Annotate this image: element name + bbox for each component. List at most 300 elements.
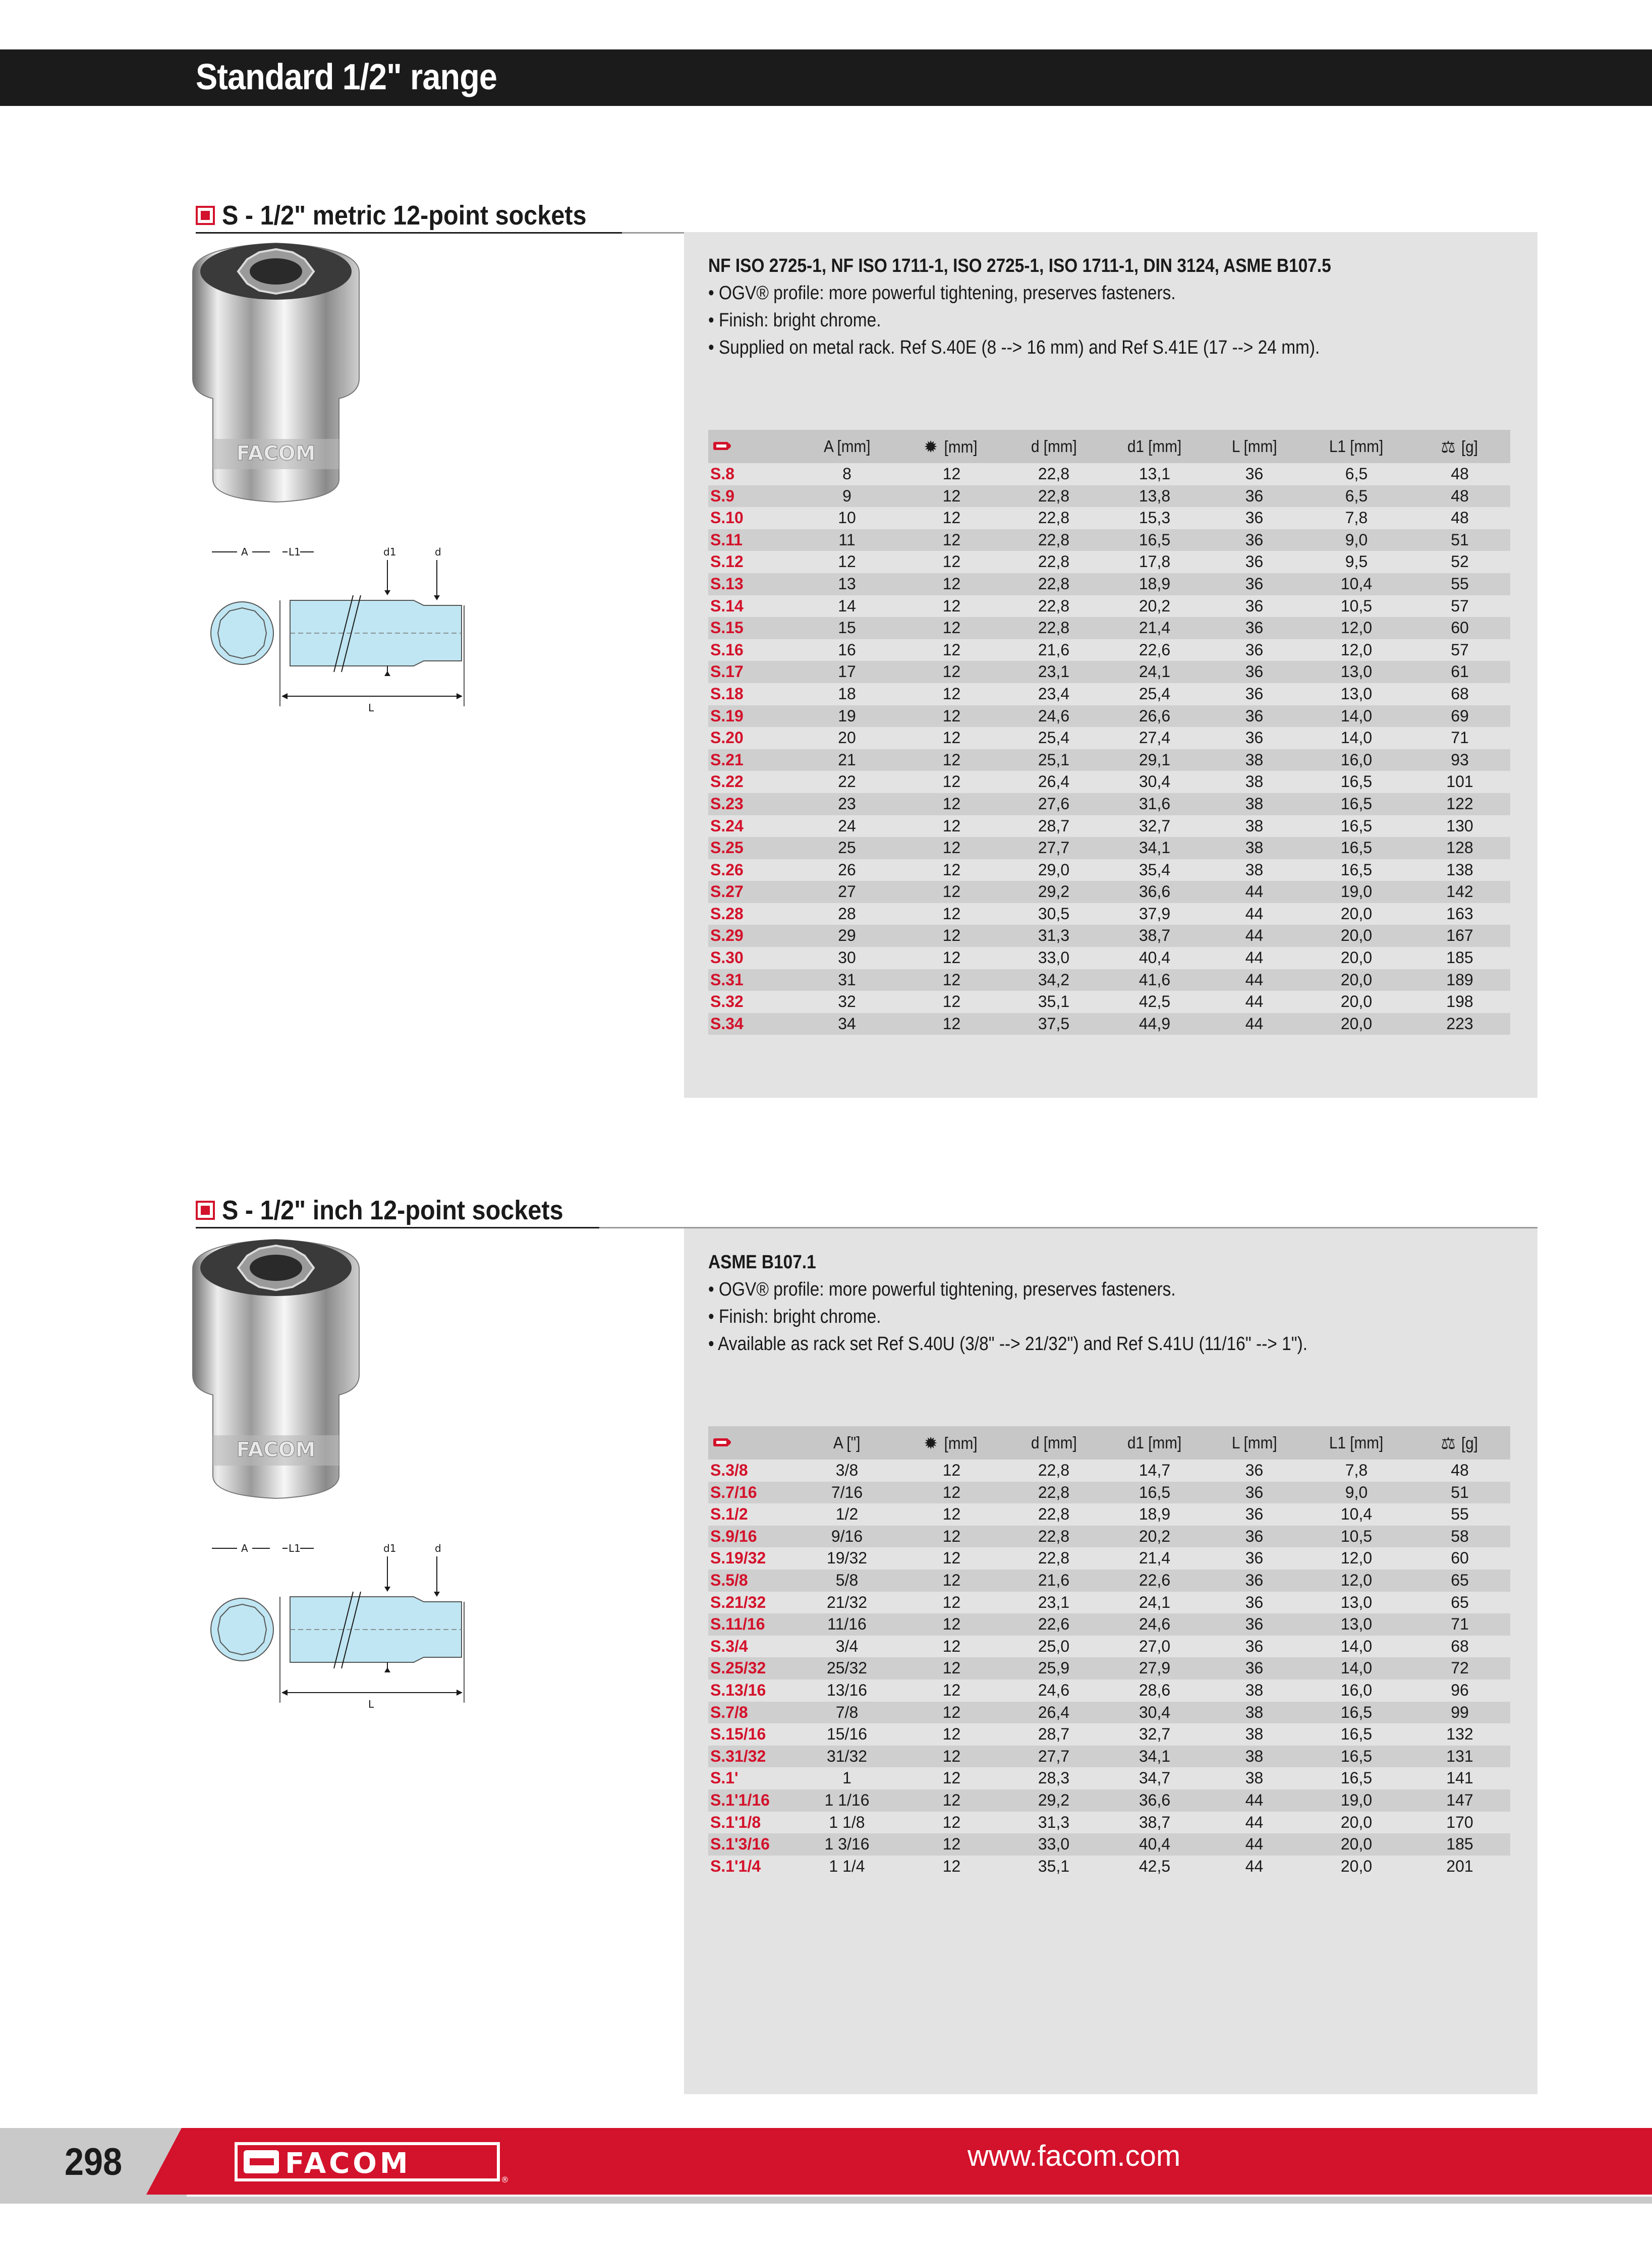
table-cell: 13 (794, 573, 900, 595)
table-cell: 42,5 (1104, 991, 1205, 1013)
page-number: 298 (65, 2141, 123, 2183)
table-cell: 38 (1205, 1767, 1303, 1789)
table-cell: 12 (900, 639, 1003, 661)
table-cell: 15/16 (794, 1723, 900, 1746)
table-cell: 65 (1409, 1592, 1510, 1614)
table-cell: 40,4 (1104, 947, 1205, 969)
table-cell: 33,0 (1003, 1833, 1104, 1856)
svg-text:L: L (368, 1698, 374, 1710)
table-cell: 101 (1409, 771, 1510, 793)
table-cell: 26,4 (1003, 771, 1104, 793)
table-cell: 32 (794, 991, 900, 1013)
table-cell: 198 (1409, 991, 1510, 1013)
table-cell: 26,4 (1003, 1702, 1104, 1724)
table-cell: 36 (1205, 507, 1303, 529)
table-cell: 57 (1409, 639, 1510, 661)
table-cell: 12 (900, 837, 1003, 859)
svg-text:®: ® (501, 2175, 509, 2184)
feature-bullet: • Available as rack set Ref S.40U (3/8" --> 21/32") and Ref S.41U (11/16" --> 1"). (708, 1333, 1308, 1355)
weight-icon: ⚖ (1441, 437, 1456, 456)
table-cell: 24,6 (1003, 705, 1104, 727)
table-cell: 30,4 (1104, 771, 1205, 793)
table-cell: 17,8 (1104, 551, 1205, 573)
reference-column-icon (708, 1426, 794, 1460)
table-cell: 16,5 (1303, 1723, 1409, 1746)
svg-text:A: A (241, 546, 248, 558)
table-cell: 38 (1205, 1702, 1303, 1724)
table-cell: 20,2 (1104, 595, 1205, 618)
table-cell: 9,0 (1303, 529, 1409, 551)
table-cell: 27,9 (1104, 1657, 1205, 1679)
table-cell: 12 (900, 1592, 1003, 1614)
table-cell: 11 (794, 529, 900, 551)
table-cell: 36 (1205, 1657, 1303, 1679)
table-cell: 22,8 (1003, 551, 1104, 573)
table-cell: 3/4 (794, 1636, 900, 1658)
table-row (708, 793, 1510, 815)
table-row (708, 1789, 1510, 1812)
table-cell: 36 (1205, 705, 1303, 727)
column-header: L1 [mm] (1329, 437, 1384, 456)
table-cell: 12 (900, 925, 1003, 947)
column-header: d1 [mm] (1127, 1433, 1182, 1452)
reference-cell: S.30 (708, 947, 794, 969)
table-cell: 163 (1409, 903, 1510, 925)
table-cell: 12 (900, 1723, 1003, 1746)
table-cell: 22 (794, 771, 900, 793)
table-cell: 60 (1409, 617, 1510, 639)
table-cell: 38 (1205, 815, 1303, 837)
table-row (708, 749, 1510, 771)
table-cell: 21/32 (794, 1592, 900, 1614)
reference-cell: S.15 (708, 617, 794, 639)
table-cell: 26,6 (1104, 705, 1205, 727)
table-cell: 20,0 (1303, 1013, 1409, 1035)
table-cell: 44 (1205, 1789, 1303, 1812)
table-cell: 13,0 (1303, 1613, 1409, 1636)
table-row (708, 661, 1510, 683)
table-cell: 20,0 (1303, 991, 1409, 1013)
table-cell: 60 (1409, 1547, 1510, 1569)
table-cell: 99 (1409, 1702, 1510, 1724)
table-cell: 12 (900, 485, 1003, 508)
reference-cell: S.31/32 (708, 1746, 794, 1768)
table-row (708, 815, 1510, 837)
table-cell: 16 (794, 639, 900, 661)
table-cell: 55 (1409, 573, 1510, 595)
twelve-point-icon: ✹ (924, 1433, 938, 1452)
svg-text:FACOM: FACOM (236, 1438, 316, 1462)
table-cell: 13,0 (1303, 683, 1409, 705)
svg-text:d: d (435, 1542, 441, 1554)
table-cell: 29,2 (1003, 1789, 1104, 1812)
table-cell: 36 (1205, 595, 1303, 618)
reference-cell: S.31 (708, 969, 794, 991)
table-row (708, 881, 1510, 903)
table-cell: 71 (1409, 1613, 1510, 1636)
svg-text:FACOM: FACOM (285, 2147, 411, 2180)
table-cell: 16,5 (1104, 529, 1205, 551)
reference-cell: S.20 (708, 727, 794, 749)
table-cell: 132 (1409, 1723, 1510, 1746)
table-cell: 44 (1205, 1856, 1303, 1878)
table-row (708, 1812, 1510, 1834)
section-rule-accent (196, 232, 622, 234)
table-cell: 35,1 (1003, 1856, 1104, 1878)
table-cell: 22,8 (1003, 595, 1104, 618)
table-cell: 12 (900, 1460, 1003, 1482)
table-cell: 40,4 (1104, 1833, 1205, 1856)
table-cell: 23,1 (1003, 661, 1104, 683)
table-cell: 122 (1409, 793, 1510, 815)
table-cell: 48 (1409, 1460, 1510, 1482)
reference-cell: S.28 (708, 903, 794, 925)
table-cell: 29,1 (1104, 749, 1205, 771)
section-bullet-icon (196, 206, 215, 225)
table-row (708, 1679, 1510, 1702)
table-cell: 12 (900, 661, 1003, 683)
table-row (708, 727, 1510, 749)
table-cell: 12,0 (1303, 1547, 1409, 1569)
reference-cell: S.1'3/16 (708, 1833, 794, 1856)
table-cell: 15 (794, 617, 900, 639)
table-cell: 13,0 (1303, 1592, 1409, 1614)
reference-cell: S.12 (708, 551, 794, 573)
table-row (708, 551, 1510, 573)
table-cell: 22,8 (1003, 529, 1104, 551)
standards-text: NF ISO 2725-1, NF ISO 1711-1, ISO 2725-1, ISO 1711-1, DIN 3124, ASME B107.5 (708, 255, 1331, 276)
table-cell: 6,5 (1303, 463, 1409, 485)
table-cell: 9,5 (1303, 551, 1409, 573)
table-cell: 27,4 (1104, 727, 1205, 749)
table-cell: 7,8 (1303, 1460, 1409, 1482)
table-cell: 25,4 (1104, 683, 1205, 705)
table-cell: 24,1 (1104, 1592, 1205, 1614)
reference-cell: S.32 (708, 991, 794, 1013)
table-row (708, 925, 1510, 947)
table-header-row (708, 430, 1510, 463)
table-cell: 16,5 (1303, 1702, 1409, 1724)
table-cell: 41,6 (1104, 969, 1205, 991)
page-footer (0, 2128, 1652, 2204)
table-cell: 48 (1409, 485, 1510, 508)
table-cell: 8 (794, 463, 900, 485)
reference-cell: S.1'1/4 (708, 1856, 794, 1878)
table-cell: 12 (900, 463, 1003, 485)
table-cell: 38 (1205, 771, 1303, 793)
column-header: d [mm] (1031, 1433, 1077, 1452)
table-cell: 10,5 (1303, 595, 1409, 618)
table-cell: 44 (1205, 881, 1303, 903)
table-row (708, 1723, 1510, 1746)
table-row (708, 771, 1510, 793)
table-cell: 142 (1409, 881, 1510, 903)
table-cell: 10 (794, 507, 900, 529)
table-cell: 10,4 (1303, 573, 1409, 595)
table-cell: 7,8 (1303, 507, 1409, 529)
table-cell: 13/16 (794, 1679, 900, 1702)
table-cell: 21,6 (1003, 1569, 1104, 1592)
socket-dimension-diagram (202, 1536, 474, 1723)
reference-cell: S.18 (708, 683, 794, 705)
table-cell: 36 (1205, 617, 1303, 639)
table-cell: 16,5 (1303, 859, 1409, 881)
table-cell: 12 (900, 1856, 1003, 1878)
table-cell: 10,4 (1303, 1503, 1409, 1526)
table-cell: 12,0 (1303, 639, 1409, 661)
table-cell: 26 (794, 859, 900, 881)
table-cell: 55 (1409, 1503, 1510, 1526)
table-cell: 19,0 (1303, 1789, 1409, 1812)
table-cell: 12 (900, 1812, 1003, 1834)
table-cell: 12 (900, 859, 1003, 881)
table-cell: 48 (1409, 463, 1510, 485)
table-row (708, 1013, 1510, 1035)
table-cell: 25,9 (1003, 1657, 1104, 1679)
reference-cell: S.19 (708, 705, 794, 727)
table-cell: 12 (900, 1833, 1003, 1856)
table-cell: 12 (794, 551, 900, 573)
table-cell: 12 (900, 1746, 1003, 1768)
table-cell: 30,5 (1003, 903, 1104, 925)
table-cell: 20,0 (1303, 1856, 1409, 1878)
column-header: ⚖ [g] (1441, 437, 1478, 456)
svg-text:L: L (368, 702, 374, 714)
table-cell: 22,8 (1003, 617, 1104, 639)
table-cell: 44,9 (1104, 1013, 1205, 1035)
table-cell: 12 (900, 793, 1003, 815)
table-cell: 25,0 (1003, 1636, 1104, 1658)
table-cell: 9,0 (1303, 1482, 1409, 1504)
svg-text:A: A (241, 1542, 248, 1554)
table-cell: 28,3 (1003, 1767, 1104, 1789)
table-cell: 33,0 (1003, 947, 1104, 969)
table-cell: 12 (900, 1526, 1003, 1548)
standards-text: ASME B107.1 (708, 1252, 816, 1273)
table-cell: 27,7 (1003, 1746, 1104, 1768)
reference-cell: S.27 (708, 881, 794, 903)
table-cell: 12,0 (1303, 1569, 1409, 1592)
table-cell: 1 1/16 (794, 1789, 900, 1812)
column-header: d1 [mm] (1127, 437, 1182, 456)
table-cell: 20,0 (1303, 969, 1409, 991)
table-cell: 12 (900, 947, 1003, 969)
reference-cell: S.3/4 (708, 1636, 794, 1658)
socket-photo-icon (188, 1233, 364, 1501)
table-cell: 36 (1205, 1613, 1303, 1636)
table-cell: 185 (1409, 1833, 1510, 1856)
table-cell: 36,6 (1104, 881, 1205, 903)
table-cell: 12 (900, 1679, 1003, 1702)
svg-text:L1: L1 (289, 1542, 301, 1554)
feature-bullet: • Finish: bright chrome. (708, 1306, 881, 1327)
table-cell: 20 (794, 727, 900, 749)
table-cell: 22,8 (1003, 507, 1104, 529)
table-cell: 34,2 (1003, 969, 1104, 991)
table-row (708, 705, 1510, 727)
table-cell: 36 (1205, 573, 1303, 595)
table-cell: 14,0 (1303, 1657, 1409, 1679)
table-cell: 22,8 (1003, 573, 1104, 595)
column-header: ⚖ [g] (1441, 1433, 1478, 1452)
table-cell: 44 (1205, 1833, 1303, 1856)
table-cell: 19/32 (794, 1547, 900, 1569)
reference-cell: S.14 (708, 595, 794, 618)
table-cell: 31,3 (1003, 925, 1104, 947)
reference-cell: S.25/32 (708, 1657, 794, 1679)
table-cell: 31/32 (794, 1746, 900, 1768)
table-cell: 36 (1205, 1636, 1303, 1658)
table-cell: 12 (900, 1636, 1003, 1658)
reference-cell: S.11 (708, 529, 794, 551)
table-cell: 24 (794, 815, 900, 837)
table-cell: 36 (1205, 1503, 1303, 1526)
reference-cell: S.25 (708, 837, 794, 859)
table-cell: 12 (900, 749, 1003, 771)
reference-cell: S.1'1/8 (708, 1812, 794, 1834)
column-header: A [mm] (823, 437, 871, 456)
table-cell: 16,5 (1303, 1767, 1409, 1789)
table-cell: 38 (1205, 749, 1303, 771)
table-cell: 36 (1205, 683, 1303, 705)
table-row (708, 1856, 1510, 1878)
table-cell: 96 (1409, 1679, 1510, 1702)
table-cell: 9 (794, 485, 900, 508)
website-link[interactable]: www.facom.com (967, 2140, 1181, 2172)
table-cell: 20,0 (1303, 925, 1409, 947)
table-cell: 38,7 (1104, 1812, 1205, 1834)
table-cell: 36 (1205, 727, 1303, 749)
table-cell: 138 (1409, 859, 1510, 881)
table-cell: 21,4 (1104, 1547, 1205, 1569)
table-cell: 19 (794, 705, 900, 727)
table-cell: 189 (1409, 969, 1510, 991)
table-cell: 20,0 (1303, 1833, 1409, 1856)
table-cell: 16,0 (1303, 749, 1409, 771)
table-cell: 12 (900, 617, 1003, 639)
table-cell: 1 (794, 1767, 900, 1789)
table-cell: 16,5 (1303, 1746, 1409, 1768)
table-cell: 51 (1409, 1482, 1510, 1504)
table-cell: 22,8 (1003, 1460, 1104, 1482)
table-cell: 44 (1205, 925, 1303, 947)
table-cell: 36 (1205, 661, 1303, 683)
table-cell: 36 (1205, 1482, 1303, 1504)
table-cell: 38 (1205, 1723, 1303, 1746)
feature-bullet: • Supplied on metal rack. Ref S.40E (8 --> 16 mm) and Ref S.41E (17 --> 24 mm). (708, 337, 1320, 358)
table-cell: 36 (1205, 1526, 1303, 1548)
table-cell: 12 (900, 1657, 1003, 1679)
table-cell: 20,0 (1303, 1812, 1409, 1834)
table-header-row (708, 1426, 1510, 1460)
table-cell: 22,8 (1003, 1482, 1104, 1504)
table-cell: 12 (900, 705, 1003, 727)
table-row (708, 1592, 1510, 1614)
table-cell: 61 (1409, 661, 1510, 683)
table-cell: 38 (1205, 1679, 1303, 1702)
table-cell: 16,5 (1303, 815, 1409, 837)
table-cell: 20,0 (1303, 903, 1409, 925)
reference-cell: S.15/16 (708, 1723, 794, 1746)
footer-underline (141, 2197, 1652, 2204)
table-cell: 22,8 (1003, 1526, 1104, 1548)
table-cell: 1 3/16 (794, 1833, 900, 1856)
table-row (708, 1746, 1510, 1768)
table-cell: 65 (1409, 1569, 1510, 1592)
twelve-point-icon: ✹ (924, 437, 938, 456)
reference-cell: S.7/16 (708, 1482, 794, 1504)
table-cell: 16,5 (1303, 771, 1409, 793)
table-cell: 35,1 (1003, 991, 1104, 1013)
table-cell: 18 (794, 683, 900, 705)
table-cell: 15,3 (1104, 507, 1205, 529)
table-cell: 36 (1205, 551, 1303, 573)
table-cell: 12 (900, 815, 1003, 837)
table-cell: 12 (900, 1789, 1003, 1812)
table-cell: 20,2 (1104, 1526, 1205, 1548)
table-row (708, 639, 1510, 661)
table-cell: 6,5 (1303, 485, 1409, 508)
socket-photo-icon (188, 237, 364, 504)
table-cell: 3/8 (794, 1460, 900, 1482)
table-cell: 68 (1409, 1636, 1510, 1658)
table-row (708, 991, 1510, 1013)
table-cell: 27,7 (1003, 837, 1104, 859)
table-cell: 25/32 (794, 1657, 900, 1679)
header-bar (0, 49, 1652, 106)
feature-bullet: • OGV® profile: more powerful tightening, preserves fasteners. (708, 283, 1176, 304)
table-row (708, 1547, 1510, 1569)
table-cell: 38 (1205, 793, 1303, 815)
table-cell: 36 (1205, 529, 1303, 551)
table-cell: 31 (794, 969, 900, 991)
table-cell: 23,4 (1003, 683, 1104, 705)
table-cell: 170 (1409, 1812, 1510, 1834)
table-cell: 1 1/4 (794, 1856, 900, 1878)
table-cell: 19,0 (1303, 881, 1409, 903)
svg-text:L1: L1 (289, 546, 301, 558)
table-cell: 36 (1205, 1547, 1303, 1569)
column-header: L [mm] (1231, 437, 1277, 456)
table-cell: 12 (900, 969, 1003, 991)
table-cell: 20,0 (1303, 947, 1409, 969)
weight-icon: ⚖ (1441, 1433, 1456, 1452)
svg-text:d1: d1 (383, 546, 396, 558)
table-cell: 16,5 (1303, 793, 1409, 815)
table-cell: 31,3 (1003, 1812, 1104, 1834)
table-cell: 34,7 (1104, 1767, 1205, 1789)
facom-logo (235, 2139, 507, 2184)
socket-dimension-diagram (202, 540, 474, 726)
table-cell: 36 (1205, 1569, 1303, 1592)
table-cell: 44 (1205, 947, 1303, 969)
reference-cell: S.22 (708, 771, 794, 793)
table-row (708, 683, 1510, 705)
table-cell: 12 (900, 595, 1003, 618)
table-cell: 44 (1205, 1013, 1303, 1035)
table-cell: 36 (1205, 485, 1303, 508)
table-cell: 28,6 (1104, 1679, 1205, 1702)
table-row (708, 1569, 1510, 1592)
table-cell: 36 (1205, 463, 1303, 485)
reference-cell: S.16 (708, 639, 794, 661)
table-cell: 12 (900, 551, 1003, 573)
table-cell: 31,6 (1104, 793, 1205, 815)
table-row (708, 507, 1510, 529)
table-row (708, 947, 1510, 969)
feature-bullet: • Finish: bright chrome. (708, 310, 881, 331)
table-cell: 5/8 (794, 1569, 900, 1592)
